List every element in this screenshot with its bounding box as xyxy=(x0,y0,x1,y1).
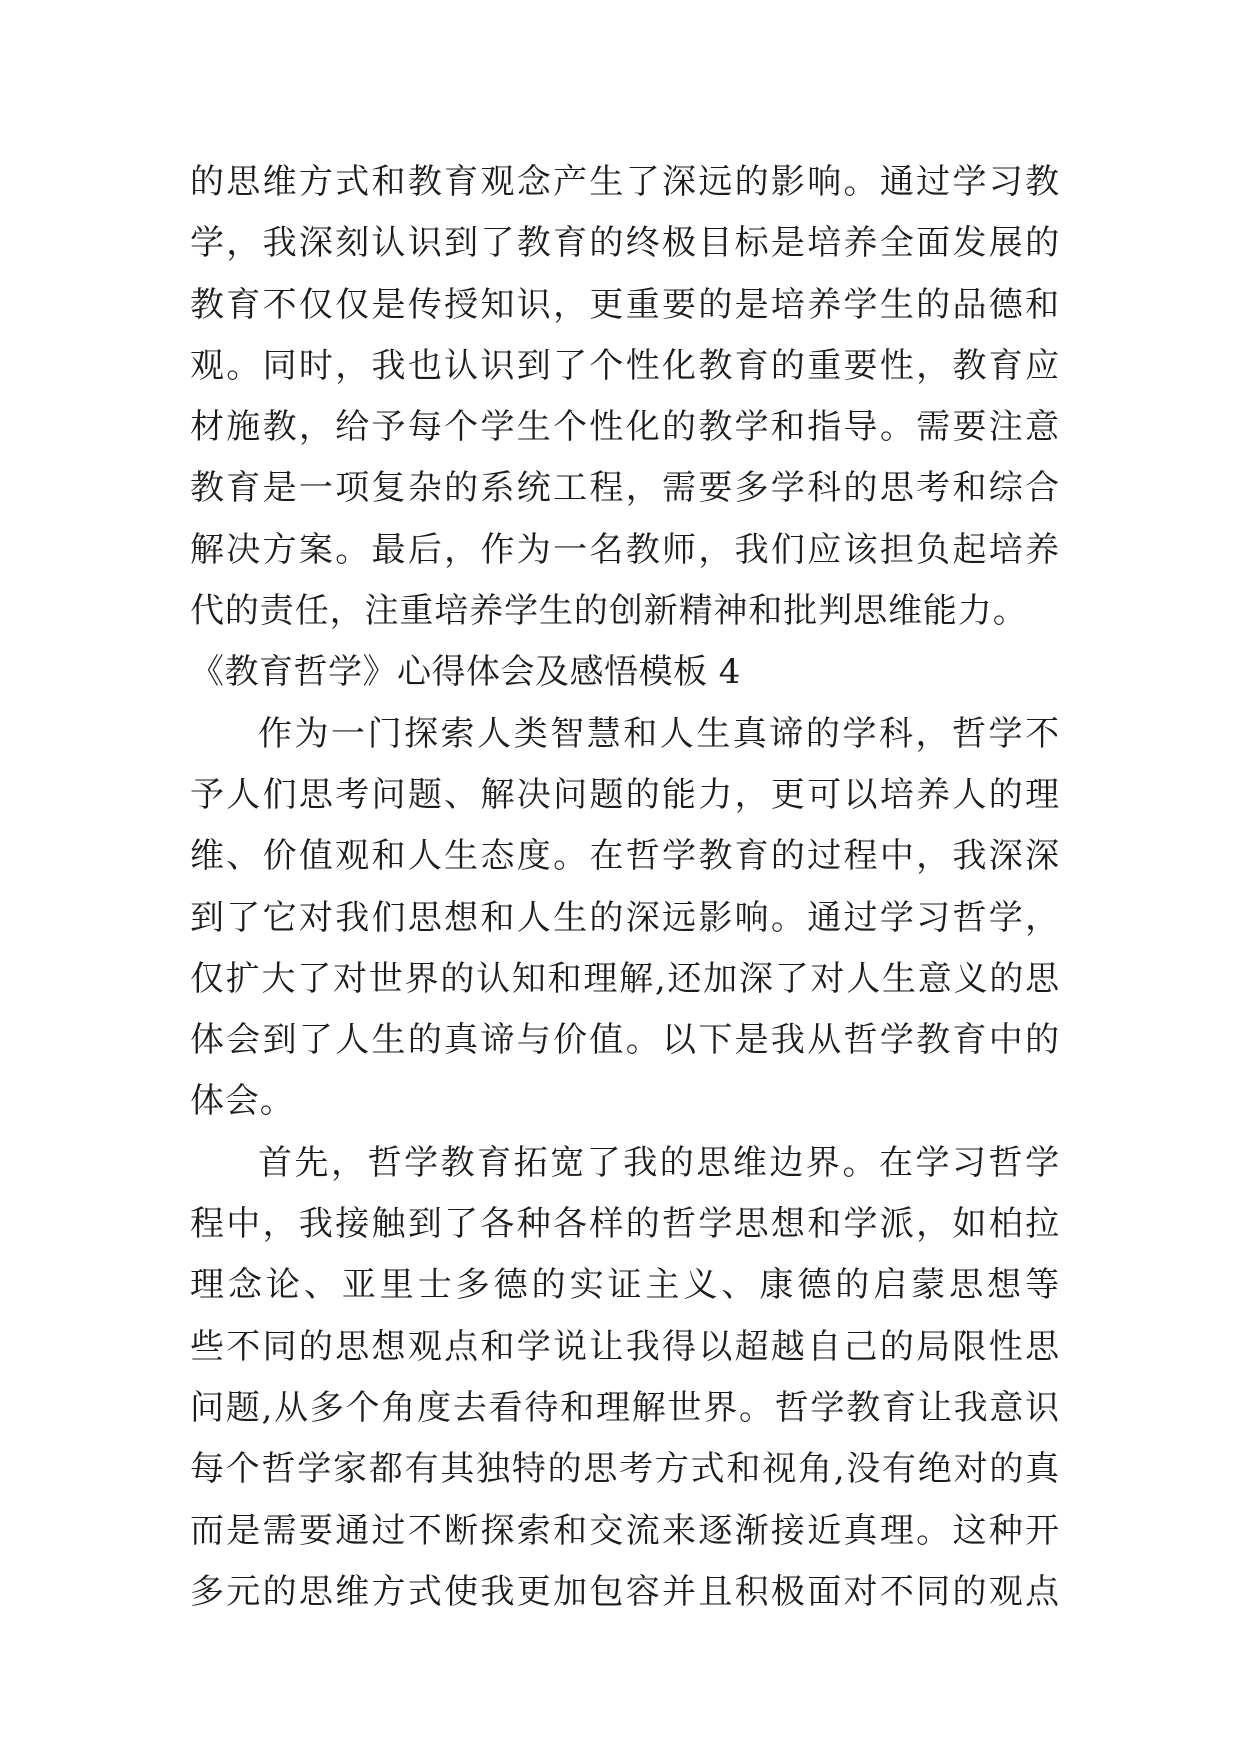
text-line: 问题,从多个角度去看待和理解世界。哲学教育让我意识 xyxy=(190,1387,1060,1428)
text-line: 教育是一项复杂的系统工程，需要多学科的思考和综合 xyxy=(190,468,1060,509)
text-line: 观。同时，我也认识到了个性化教育的重要性，教育应 xyxy=(190,345,1060,386)
text-line: 代的责任，注重培养学生的创新精神和批判思维能力。 xyxy=(190,591,1028,632)
text-line: 体会。 xyxy=(190,1081,295,1122)
text-line: 体会到了人生的真谛与价值。以下是我从哲学教育中的 xyxy=(190,1020,1060,1061)
text-line: 材施教，给予每个学生个性化的教学和指导。需要注意 xyxy=(190,407,1060,448)
text-line: 而是需要通过不断探索和交流来逐渐接近真理。这种开 xyxy=(190,1510,1060,1551)
document-body xyxy=(190,152,1060,1623)
text-line: 每个哲学家都有其独特的思考方式和视角,没有绝对的真 xyxy=(190,1449,1060,1490)
text-line: 仅扩大了对世界的认知和理解,还加深了对人生意义的思 xyxy=(190,958,1060,999)
text-line: 学，我深刻认识到了教育的终极目标是培养全面发展的 xyxy=(190,223,1060,264)
text-line: 程中，我接触到了各种各样的哲学思想和学派，如柏拉 xyxy=(190,1204,1060,1245)
section-heading: 《教育哲学》心得体会及感悟模板 4 xyxy=(190,652,741,693)
text-line: 多元的思维方式使我更加包容并且积极面对不同的观点 xyxy=(190,1571,1060,1612)
text-line: 首先，哲学教育拓宽了我的思维边界。在学习哲学 xyxy=(258,1142,1060,1183)
text-line: 予人们思考问题、解决问题的能力，更可以培养人的理 xyxy=(190,774,1060,815)
text-line: 到了它对我们思想和人生的深远影响。通过学习哲学， xyxy=(190,897,1060,938)
text-line: 作为一门探索人类智慧和人生真谛的学科，哲学不 xyxy=(258,713,1060,754)
text-line: 解决方案。最后，作为一名教师，我们应该担负起培养 xyxy=(190,529,1060,570)
text-line: 的思维方式和教育观念产生了深远的影响。通过学习教 xyxy=(190,162,1060,202)
text-line: 维、价值观和人生态度。在哲学教育的过程中，我深深 xyxy=(190,836,1060,877)
text-line: 理念论、亚里士多德的实证主义、康德的启蒙思想等 xyxy=(190,1265,1060,1306)
text-line: 教育不仅仅是传授知识，更重要的是培养学生的品德和 xyxy=(190,284,1060,325)
text-line: 些不同的思想观点和学说让我得以超越自己的局限性思 xyxy=(190,1326,1060,1367)
